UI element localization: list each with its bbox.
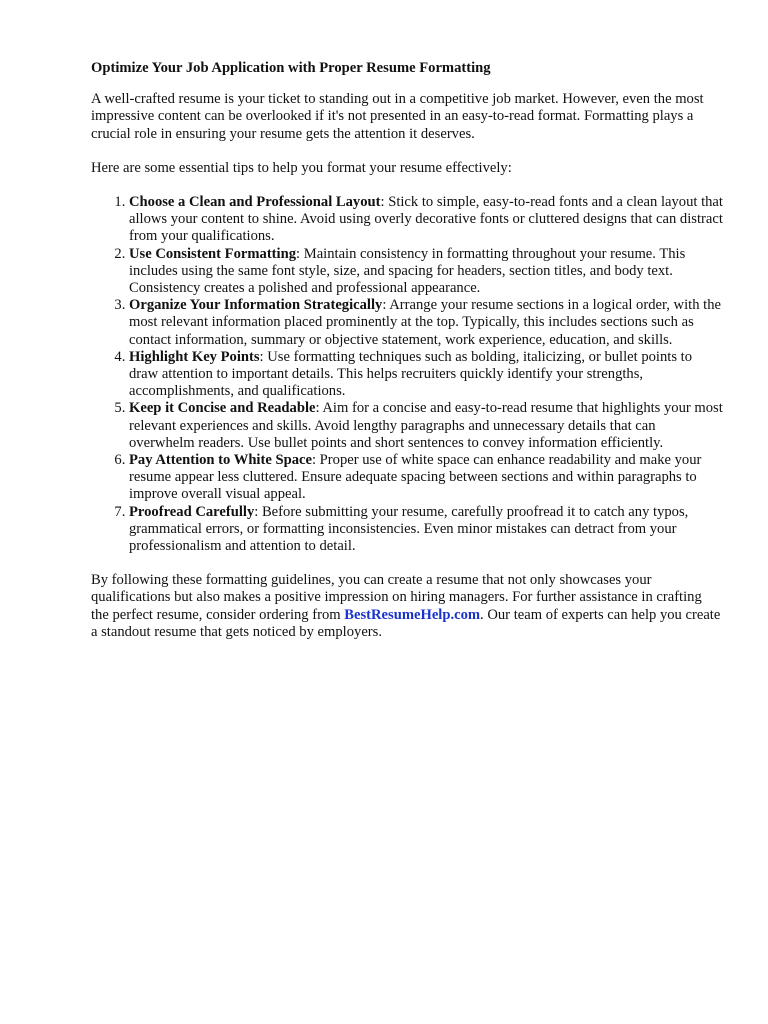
tip-body-3: : Arrange your resume sections in a logical order, with the most relevant information placed prominently at the top. Typically, this includes sections such as contact information, summary or objective statement, work experience, education, and skills. <box>129 297 721 348</box>
closing-text-before-link: By following these formatting guidelines, you can create a resume that not only showcases your qualifications but also makes a positive impression on hiring managers. For further assistance in crafting the perfect resume, consider ordering from <box>91 572 702 623</box>
tip-heading-2: Use Consistent Formatting <box>129 245 297 262</box>
intro-paragraph: A well-crafted resume is your ticket to standing out in a competitive job market. However, even the most impressive content can be overlooked if it's not presented in an easy-to-read format. Formatting plays a crucial role in ensuring your resume gets the attention it deserves. <box>91 91 704 142</box>
document-page <box>91 60 723 658</box>
tip-item-5 <box>129 400 723 452</box>
tip-body-1: : Stick to simple, easy-to-read fonts and a clean layout that allows your content to shine. Avoid using overly decorative fonts or cluttered designs that can distract from your qualifications. <box>129 194 723 245</box>
tip-item-7 <box>129 504 723 556</box>
tip-heading-3: Organize Your Information Strategically <box>129 297 383 314</box>
closing-paragraph <box>91 572 723 641</box>
tip-item-6 <box>129 452 723 504</box>
tip-heading-5: Keep it Concise and Readable <box>129 400 316 417</box>
tip-body-2: : Maintain consistency in formatting throughout your resume. This includes using the same font style, size, and spacing for headers, section titles, and body text. Consistency creates a polished and professional appearance. <box>129 245 686 297</box>
tips-list <box>91 194 723 555</box>
tip-item-2 <box>129 246 723 298</box>
tip-heading-1: Choose a Clean and Professional Layout <box>129 194 381 211</box>
bestresumehelp-link[interactable]: BestResumeHelp.com <box>344 606 481 623</box>
tip-body-4: : Use formatting techniques such as bolding, italicizing, or bullet points to draw attention to important details. This helps recruiters quickly identify your strengths, accomplishments, and qualifications. <box>129 348 693 400</box>
tip-heading-4: Highlight Key Points <box>129 348 260 365</box>
tip-item-1 <box>129 194 723 246</box>
tip-item-3 <box>129 297 723 349</box>
tips-lead-paragraph: Here are some essential tips to help you format your resume effectively: <box>91 159 512 176</box>
tip-body-6: : Proper use of white space can enhance readability and make your resume appear less cluttered. Ensure adequate spacing between sections and within paragraphs to improve overall visual appeal. <box>129 452 702 503</box>
tip-heading-7: Proofread Carefully <box>129 503 255 520</box>
tip-item-4 <box>129 349 723 401</box>
tip-body-5: : Aim for a concise and easy-to-read resume that highlights your most relevant experiences and skills. Avoid lengthy paragraphs and unnecessary details that can overwhelm readers. Use bullet points and short sentences to convey information efficiently. <box>129 400 723 451</box>
tip-body-7: : Before submitting your resume, carefully proofread it to catch any typos, grammatical errors, or formatting inconsistencies. Even minor mistakes can detract from your professionalism and attention to detail. <box>129 503 689 555</box>
closing-text-after-link: . Our team of experts can help you create a standout resume that gets noticed by employers. <box>91 606 721 640</box>
document-title: Optimize Your Job Application with Proper Resume Formatting <box>91 60 491 76</box>
tip-heading-6: Pay Attention to White Space <box>129 452 312 469</box>
